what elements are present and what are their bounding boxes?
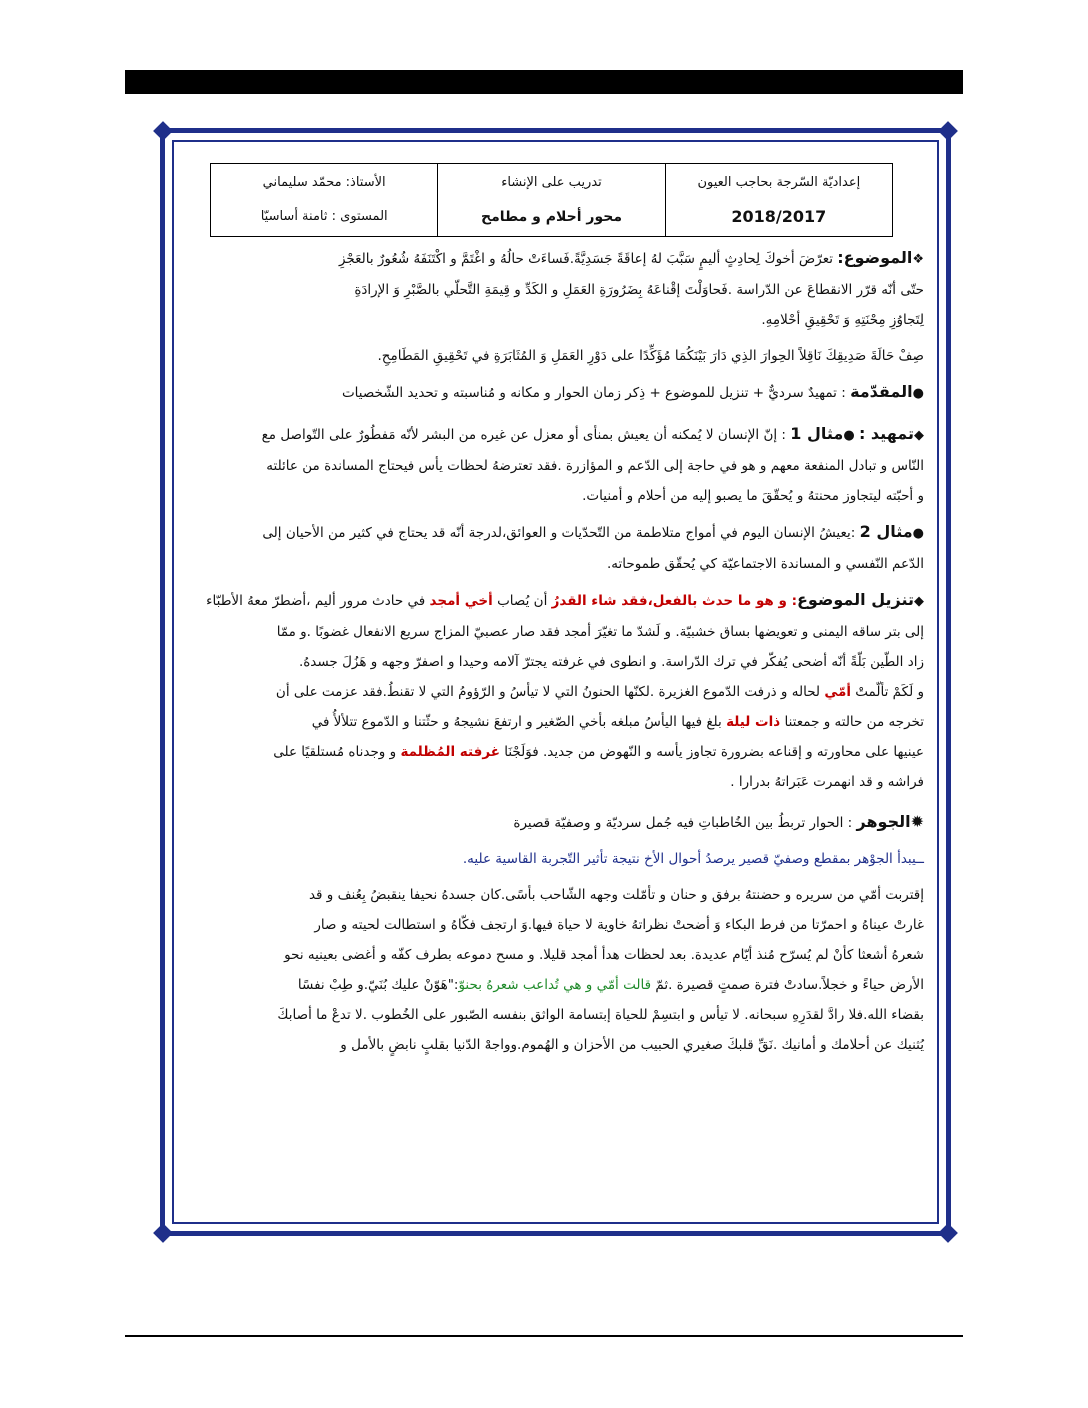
subject-title: تدريب على الإنشاء bbox=[501, 175, 602, 190]
example1-line-2: النّاس و تبادل المنفعة معهم و هو في حاجة إلى الدّعم و المؤازرة .فقد تعترضهُ لحظات يأس فيحتاج المساندة من عائلته bbox=[266, 458, 924, 474]
header-school-cell bbox=[665, 164, 892, 237]
intro-bullet-icon: ● bbox=[912, 386, 924, 401]
theme-title: محور أحلام و مطامح bbox=[480, 209, 623, 225]
core-paragraph-line-3: شعرهُ أشعثا كأنْ لم يُسرّح مُنذ أيّام عديدة. بعد لحظات هدأ أمجد قليلا. و مسح دموعه بطرف كفّه و أغضى بعينيه نحو bbox=[284, 947, 924, 963]
tanzil-line-5-red: ذات ليلة bbox=[726, 714, 781, 730]
example2-bullet-icon: ● bbox=[912, 526, 924, 541]
core-line bbox=[188, 807, 924, 838]
tanzil-line-7: فراشه و قد انهمرت عَبَراتهُ بدرارا . bbox=[730, 774, 924, 790]
topic-label: الموضوع: bbox=[837, 248, 913, 267]
tanzil-label: تنزيل الموضوع bbox=[796, 590, 914, 609]
class-level: المستوى : ثامنة أساسيّا bbox=[260, 209, 388, 224]
tanzil-line-6 bbox=[188, 737, 924, 767]
tanzil-red-2: أخي أمجد bbox=[429, 593, 493, 609]
tanzil-text-2: في حادث مرور أليم ،أضطرّ معهُ الأطبّاء bbox=[206, 593, 426, 609]
example1-bullet-icon: ● bbox=[843, 428, 855, 443]
tanzil-line-5-b: بلغ فيها اليأسُ مبلغه بأخي الصّغير و ارتفعَ نشيجهُ و حثّتنا و الدّموع تتلألأُ في bbox=[311, 714, 722, 730]
tanzil-line-6-red: غرفته المُظلمة bbox=[400, 744, 500, 760]
core-label: الجوهر bbox=[856, 812, 911, 831]
header-table bbox=[210, 163, 893, 237]
example2-text-1: :يعيشُ الإنسان اليوم في أمواج متلاطمة من التّحدّيات و العوائق،لدرجة أنّه قد يحتاج في كثير من الأحيان إلى bbox=[262, 525, 856, 541]
tanzil-line-3: زاد الطّين بَلّةً أنّه أضحى يُفكّر في ترك الدّراسة. و انطوى في غرفته يجترّ آلامه وحيدا و اصفرّ وجهه و هَزُلَ جسدهُ. bbox=[298, 654, 924, 670]
tanzil-text-1: أن يُصاب bbox=[497, 593, 548, 609]
core-line-4-a: الأرض حياءً و خجلاً.سادتْ فترة صمتٍ قصيرة .ثمّ bbox=[655, 977, 924, 993]
school-year: 2018/2017 bbox=[731, 207, 827, 226]
topic-line-2: حتّى أنّه قرّر الانقطاعَ عن الدّراسة .فَحاوَلْتَ إقْناعَهُ بِضَرُورَةِ العَمَلِ و الكَدِّ و قِيمَةِ التَّحلّي بالصَّبْرِ وَ الإرادَةِ bbox=[354, 282, 924, 298]
header-teacher-cell bbox=[211, 164, 438, 237]
topic-line-3: لِتَجاوُزِ مِحْنَتِهِ وَ تَحْقِيقِ أحْلامِهِ. bbox=[761, 312, 924, 328]
core-note: ــيبدأ الجوْهر بمقطع وصفيّ قصير يرصدُ أحوال الأخ نتيجة تأثير التّجربة القاسية عليه. bbox=[462, 851, 924, 867]
topic-text-1: تعرّضَ أخوكَ لِحادِثٍ أليمٍ سَبَّبَ لهُ إعاقَةً جَسَدِيَّةً.فَساءَتْ حالُهُ و اغْتَمَّ و اكْتَنَفَهُ شُعُورٌ بالعَجْزِ bbox=[338, 251, 833, 267]
bottom-rule bbox=[125, 1335, 963, 1337]
core-bullet-icon: ✹ bbox=[910, 812, 924, 831]
core-text: : الحوار تربطُ بين الخُاطباتِ فيه جُمل سرديّة و وصفيّة قصيرة bbox=[513, 815, 853, 831]
tanzil-red-1: : و هو ما حدث بالفعل،فقد شاء القدرُ bbox=[551, 593, 797, 609]
topic-task: صِفْ حَالَةَ صَدِيقِكَ نَاقِلاً الحِوارَ الذِي دَارَ بَيْنَكُمَا مُؤَكِّدًا على دَوْرِ العَمَلِ وَ المُثَابَرَةِ في تَحْقِيقِ المَطَامِحِ. bbox=[377, 348, 924, 364]
core-paragraph-line-4 bbox=[188, 970, 924, 1000]
tanzil-line-4-a: و لَكَمْ تألّمتْ bbox=[855, 684, 924, 700]
core-paragraph-line-5: بقضاء الله.فلا رادَّ لقدَرِهِ سبحانه. لا تيأس و ابتسِمْ للحياة إبتسامة الواثق بنفسه الصّبور على الخُطوب .لا تدعْ ما أصابكَ bbox=[277, 1007, 924, 1023]
example2-line-2: الدّعم النّفسي و المساندة الاجتماعيّة كي يُحقّق طموحاته. bbox=[606, 556, 924, 572]
example1-label: مثال 1 bbox=[790, 424, 844, 443]
tanzil-line-5-a: تخرجه من حالته و جمعتنا bbox=[784, 714, 924, 730]
tanzil-line-4-red: أمّي bbox=[824, 684, 851, 700]
tanzil-line-6-a: عينيها على محاورته و إقناعه بضرورة تجاوز يأسه و النّهوض من جديد. فوَلَجْنَا bbox=[504, 744, 924, 760]
tanzil-line-5 bbox=[188, 707, 924, 737]
teacher-name: الأستاذ: محمّد سليماني bbox=[262, 175, 386, 190]
intro-text: : تمهيدٌ سرديٌّ + تنزيل للموضوع + ذِكر زمان الحوار و مكانه و مُناسبته و تحديد الشّخصيات bbox=[341, 385, 846, 401]
topic-bullet-icon: ❖ bbox=[912, 252, 924, 267]
school-name: إعداديّة السّرجة بحاجب العيون bbox=[697, 175, 861, 190]
intro-label: المقدّمة bbox=[850, 382, 913, 401]
example2-line-1 bbox=[188, 517, 924, 549]
document-body bbox=[188, 243, 924, 1060]
core-line-4-b: :"هَوّنْ عليك بُنَيّ.و طِبْ نفسًا bbox=[297, 977, 459, 993]
core-paragraph-line-2: غارتْ عيناهُ و احمرّتا من فرط البكاء وَ أضحتْ نظراتهُ خاوية لا حياة فيها.وَ ارتجف فكّاهُ و استطالت لحيته و صار bbox=[314, 917, 924, 933]
example2-label: مثال 2 bbox=[859, 522, 913, 541]
tamhid-label: تمهيد : bbox=[858, 424, 914, 443]
example1-text-1: : إنّ الإنسان لا يُمكنه أن يعيش بمنأى أو معزل عن غيره من البشر لأنّه مَفطُورٌ على التّواصل مع bbox=[261, 427, 786, 443]
intro-line bbox=[188, 377, 924, 409]
tanzil-line-2: إلى بتر ساقه اليمنى و تعويضها بساق خشبيّة. و لَشدّ ما تغيّرَ أمجد فقد صار عصبيّ المزاج سريع الانفعال غضوبًا .و ممّا bbox=[276, 624, 924, 640]
top-black-bar bbox=[125, 70, 963, 94]
example1-line-3: و أحبّته ليتجاوز محنتهُ و يُحقّقَ ما يصبو إليه من أحلام و أمنيات. bbox=[582, 488, 924, 504]
tanzil-line-4-b: لحاله و ذرفت الدّموع الغزيرة .لكنّها الحنونُ التي لا تيأسُ و الرّؤومُ التي لا تقنطُ.فقد عزمت على أن bbox=[275, 684, 821, 700]
tanzil-line-4 bbox=[188, 677, 924, 707]
header-subject-cell bbox=[438, 164, 665, 237]
tamhid-bullet-icon: ◆ bbox=[914, 428, 924, 443]
core-paragraph-line-1: إقتربت أمّي من سريره و حضنتهُ برفق و حنان و تأمّلت وجهه الشّاحب بأسًى.كان جسدهُ نحيفا ينقبضُ بِعُنف و قد bbox=[308, 887, 924, 903]
tanzil-bullet-icon: ◆ bbox=[914, 594, 924, 609]
core-paragraph-line-6: يُثنيك عن أحلامك و أمانيك .نَقِّ قلبكَ صغيري الحبيب من الأحزان و الهُموم.وواجهْ الدّنيا بقلبٍ نابضٍ بالأمل و bbox=[340, 1037, 924, 1053]
core-line-4-green: قالت أمّي و هي تُداعب شعرهُ بحنوّ bbox=[458, 977, 652, 993]
tanzil-line-1 bbox=[188, 585, 924, 617]
tanzil-line-6-b: و وجدناه مُستلقيًا على bbox=[273, 744, 397, 760]
tamhid-line-1 bbox=[188, 419, 924, 451]
topic-line-1 bbox=[188, 243, 924, 275]
